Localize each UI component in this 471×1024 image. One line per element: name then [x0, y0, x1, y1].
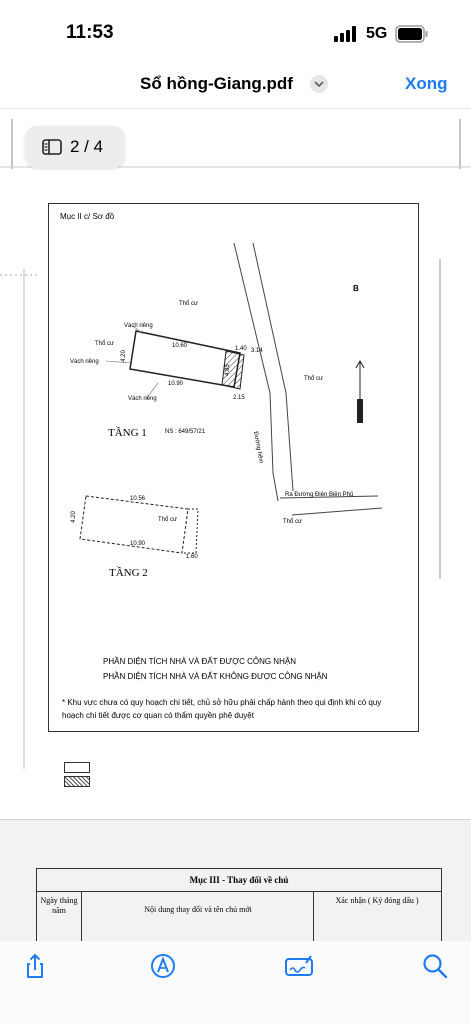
floor-label: TẦNG 2	[109, 567, 148, 579]
change-owner-table	[36, 868, 442, 944]
table-header-content: Nội dung thay đổi và tên chủ mới	[144, 905, 252, 914]
table-header-confirm: Xác nhận ( Ký đóng dấu )	[335, 896, 419, 905]
table-title: Mục III - Thay đổi về chủ	[37, 869, 441, 892]
done-button[interactable]: Xong	[405, 74, 448, 93]
document-note: * Khu vực chưa có quy hoạch chi tiết, chủ sở hữu phải chấp hành theo qui định khi có quy hoạch chi tiết được cơ quan có thẩm quyền phê duyệt	[62, 698, 382, 720]
legend-label: PHẦN DIỆN TÍCH NHÀ VÀ ĐẤT ĐƯỢC CÔNG NHẬN	[103, 657, 296, 666]
signature-icon[interactable]	[284, 951, 314, 981]
section-title: Mục II c/ Sơ đồ	[60, 212, 115, 221]
neighbor-label: Thổ cư	[283, 519, 303, 525]
dimension-label: 2.15	[233, 395, 245, 401]
road-label: Ra Đường Điện Biên Phủ	[285, 492, 354, 498]
pdf-viewer[interactable]	[0, 109, 471, 941]
search-icon[interactable]	[420, 951, 450, 981]
dimension-label: 4.85	[224, 364, 231, 376]
dimension-label: 1.40	[235, 346, 247, 352]
wall-label: Vách riêng	[128, 396, 157, 402]
sidebar-icon	[42, 139, 62, 155]
document-title[interactable]: Sổ hồng-Giang.pdf	[140, 74, 293, 93]
north-label: B	[353, 284, 359, 293]
wall-label: Vách riêng	[70, 359, 99, 365]
markup-icon[interactable]	[148, 951, 178, 981]
dimension-label: 4.20	[70, 511, 77, 523]
pdf-page	[0, 109, 471, 820]
status-bar	[0, 0, 471, 62]
page-indicator[interactable]	[25, 126, 125, 168]
battery-icon	[395, 25, 429, 43]
dimension-label: 1.60	[186, 554, 198, 560]
dimension-label: 10.90	[168, 381, 184, 387]
neighbor-label: Thổ cư	[179, 301, 199, 307]
signal-icon	[334, 26, 360, 42]
status-time: 11:53	[66, 22, 114, 43]
neighbor-label: Thổ cư	[95, 341, 115, 347]
share-icon[interactable]	[20, 951, 50, 981]
chevron-down-icon	[310, 75, 328, 93]
ns-label: NS : 649/57/21	[165, 429, 206, 435]
dimension-label: 10.60	[172, 343, 188, 349]
dimension-label: 10.90	[130, 541, 146, 547]
neighbor-label: Thổ cư	[158, 517, 178, 523]
neighbor-label: Thổ cư	[304, 376, 324, 382]
network-type: 5G	[366, 25, 388, 42]
legend-label: PHẦN DIỆN TÍCH NHÀ VÀ ĐẤT KHÔNG ĐƯỢC CÔNG NHẬN	[103, 672, 328, 681]
table-header-date: Ngày tháng năm	[40, 896, 78, 915]
dimension-label: 10.56	[130, 496, 146, 502]
legend-swatch-not-approved	[64, 776, 90, 787]
street-label: Đường hẻm	[252, 431, 264, 464]
wall-label: Vách riêng	[124, 323, 153, 329]
legend-swatch-approved	[64, 762, 90, 773]
floor-label: TẦNG 1	[108, 427, 147, 439]
navigation-bar	[0, 62, 471, 109]
dimension-label: 4.20	[120, 350, 127, 362]
site-plan-drawing	[48, 203, 418, 731]
page-indicator-text: 2 / 4	[70, 137, 104, 156]
bottom-toolbar	[0, 941, 471, 1024]
dimension-label: 3.14	[251, 348, 263, 354]
title-menu-button[interactable]	[310, 75, 328, 93]
